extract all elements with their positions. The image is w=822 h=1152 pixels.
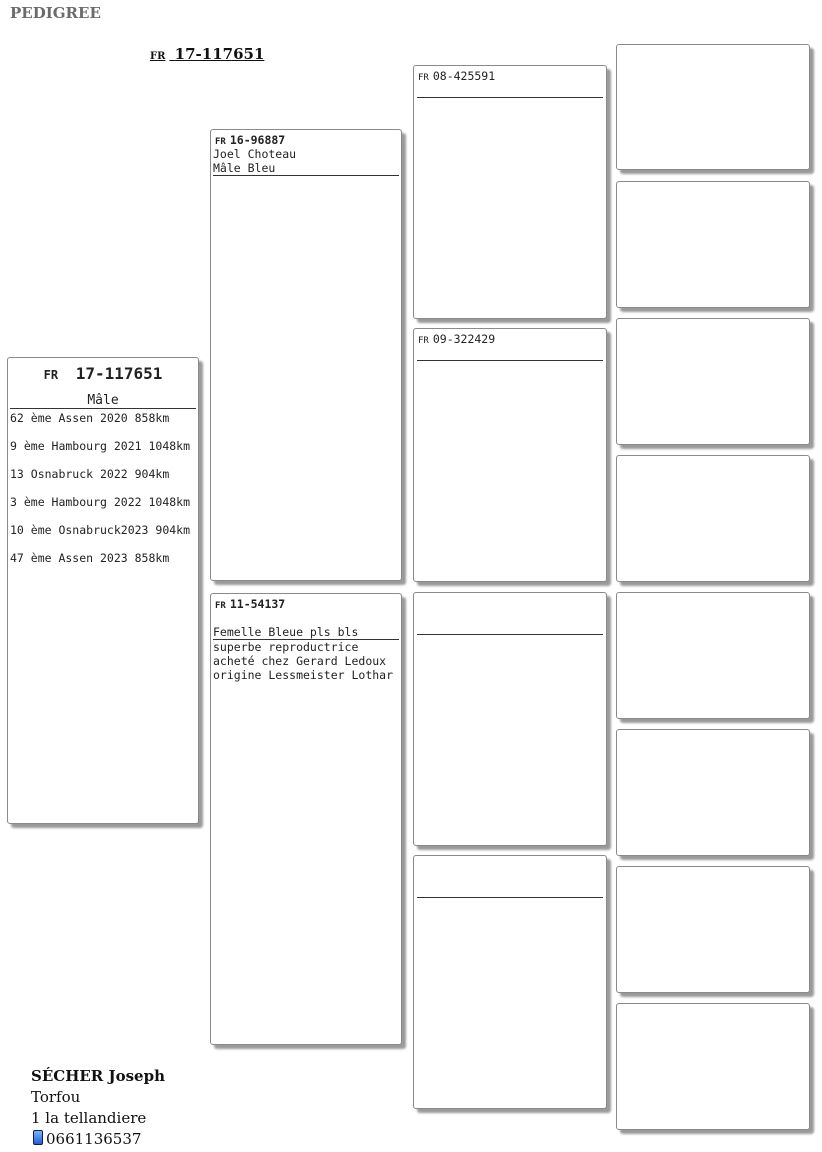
- divider: [213, 175, 399, 176]
- grandsire-ring-number: 08-425591: [432, 69, 496, 83]
- dam-country-prefix: FR: [215, 601, 226, 611]
- sire-ring: [211, 130, 401, 147]
- great-grandparent-card: [616, 729, 810, 856]
- subject-ring: [8, 358, 198, 383]
- sire-card: [210, 129, 402, 581]
- divider: [417, 360, 603, 361]
- subject-country-prefix: FR: [43, 368, 59, 382]
- divider: [10, 408, 196, 409]
- great-grandparent-card: [616, 1003, 810, 1130]
- performance-item: 47 ème Assen 2023 858km: [10, 551, 170, 565]
- performance-item: 9 ème Hambourg 2021 1048km: [10, 439, 191, 453]
- granddam-sire-card: [413, 592, 607, 846]
- great-grandparent-card: [616, 455, 810, 582]
- granddam-ring: [414, 329, 606, 360]
- granddam-card: [413, 328, 607, 582]
- page-title: PEDIGREE: [10, 4, 101, 22]
- sire-description: Mâle Bleu: [213, 161, 276, 175]
- sire-breeder: Joel Choteau: [213, 147, 297, 161]
- dam-note: origine Lessmeister Lothar: [213, 668, 394, 682]
- granddam-ring-number: 09-322429: [432, 332, 496, 346]
- grandsire-country-prefix: FR: [418, 73, 429, 83]
- performance-item: 62 ème Assen 2020 858km: [10, 411, 170, 425]
- granddam-dam-card: [413, 855, 607, 1109]
- dam-ring: [211, 594, 401, 611]
- subject-card: [7, 357, 199, 824]
- dam-note: superbe reproductrice: [213, 640, 359, 654]
- dam-card: [210, 593, 402, 1045]
- owner-address: 1 la tellandiere: [31, 1109, 147, 1127]
- owner-phone-row: [31, 1129, 165, 1150]
- sire-ring-number: 16-96887: [229, 133, 286, 147]
- performance-item: 3 ème Hambourg 2022 1048km: [10, 495, 191, 509]
- grandsire-ring: [414, 66, 606, 97]
- owner-name: SÉCHER Joseph: [31, 1067, 165, 1085]
- granddam-country-prefix: FR: [418, 336, 429, 346]
- subject-sex: Mâle: [87, 393, 119, 408]
- great-grandparent-card: [616, 866, 810, 993]
- divider: [417, 97, 603, 98]
- great-grandparent-card: [616, 318, 810, 445]
- divider: [417, 897, 603, 898]
- great-grandparent-card: [616, 592, 810, 719]
- great-grandparent-card: [616, 44, 810, 170]
- performance-item: 13 Osnabruck 2022 904km: [10, 467, 170, 481]
- grandsire-card: [413, 65, 607, 319]
- great-grandparent-card: [616, 181, 810, 308]
- divider: [417, 634, 603, 635]
- dam-ring-number: 11-54137: [229, 597, 286, 611]
- bird-id-header: [150, 45, 264, 63]
- owner-city: Torfou: [31, 1088, 81, 1106]
- dam-description: Femelle Bleue pls bls: [213, 625, 359, 639]
- performance-item: 10 ème Osnabruck2023 904km: [10, 523, 191, 537]
- sire-country-prefix: FR: [215, 137, 226, 147]
- owner-contact: [31, 1066, 165, 1150]
- dam-note: acheté chez Gerard Ledoux: [213, 654, 387, 668]
- mobile-phone-icon: [33, 1130, 43, 1145]
- ring-number: 17-117651: [174, 45, 265, 63]
- subject-ring-number: 17-117651: [75, 364, 163, 383]
- owner-phone: 0661136537: [46, 1130, 142, 1148]
- country-prefix: FR: [150, 51, 166, 62]
